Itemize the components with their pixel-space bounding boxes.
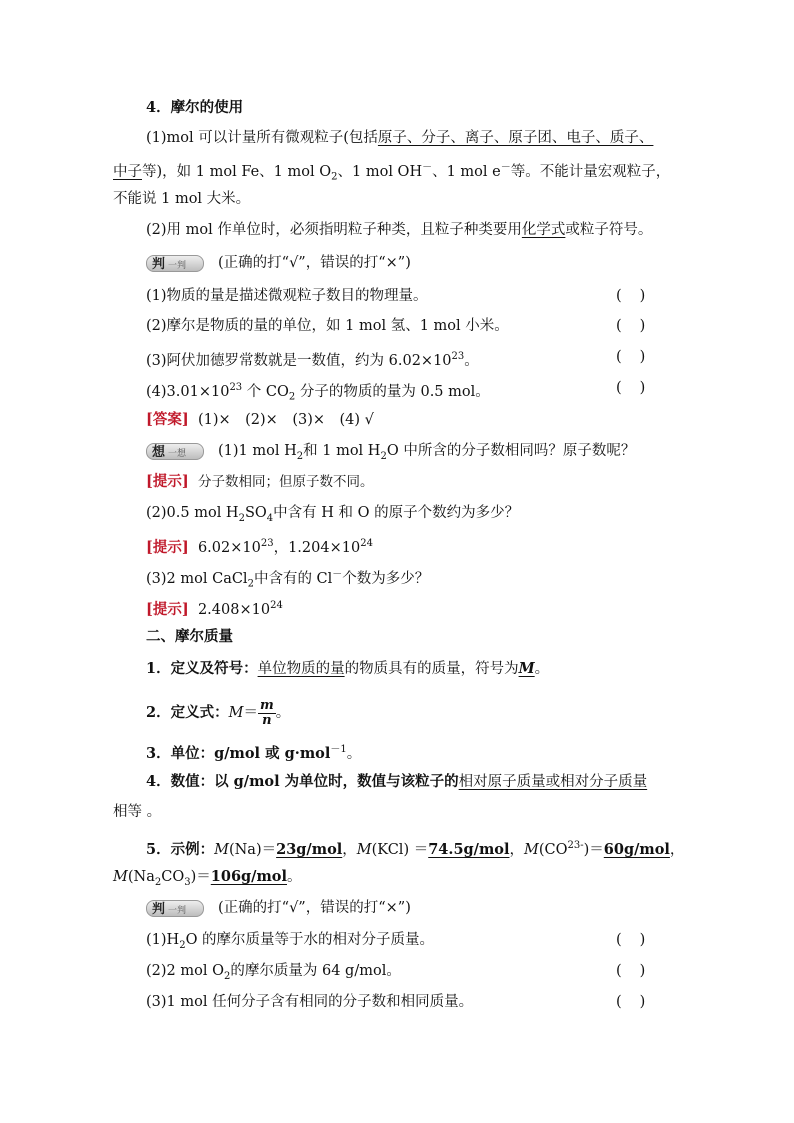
answer-paren: () [616,288,664,304]
definition-line: 5．示例：M(Na)＝23g/mol，M(KCl) ＝74.5g/mol，$M(CO^{23-})=60g$/mol， [146,840,685,858]
hint-label: [提示] [146,538,189,556]
answer-label: [答案] [146,411,189,428]
hint-line: [提示] $2.408\times 10^{24}$ [146,600,283,618]
paragraph-line: 中子等)，如 1 mol Fe、1 mol $O_2$、1 mol OH－、1 mol e－等。不能计量宏观粒子， [113,162,671,183]
hint-line: [提示] 分子数相同；但原子数不同。 [146,473,374,490]
section-title: 二、摩尔质量 [146,628,233,645]
underlined-answer: 相对原子质量或相对分子质量 [458,774,648,790]
definition-line: 1．定义及符号：单位物质的量的物质具有的质量，符号为M。 [146,660,550,677]
paragraph-line: (2)用 mol 作单位时，必须指明粒子种类，且粒子种类要用化学式或粒子符号。 [146,222,653,238]
underlined-answer: 单位物质的量 [257,661,345,677]
hint-label: [提示] [146,600,189,618]
question-item: (2)摩尔是物质的量的单位，如 1 mol 氢、1 mol 小米。 [146,318,509,334]
underlined-answer: 74.5g/mol [428,840,510,858]
instruction-text: (正确的打“√”，错误的打“×”) [218,255,411,271]
judge-badge-icon: 判 一判 [146,255,204,272]
instruction-text: (正确的打“√”，错误的打“×”) [218,900,411,916]
fraction: $\frac{m}{n}$ [259,697,274,728]
hint-label: [提示] [146,473,189,490]
definition-line: 4．数值：以 g/mol 为单位时，数值与该粒子的相对原子质量或相对分子质量 [146,773,648,790]
think-badge-icon: 想 一想 [146,443,204,460]
underlined-answer: 60g/mol [603,840,670,858]
paragraph-line: (1)mol 可以计量所有微观粒子(包括原子、分子、离子、原子团、电子、质子、 [146,130,654,146]
underlined-answer: 中子 [113,163,142,180]
paragraph-line: 不能说 1 mol 大米。 [113,191,251,207]
question-item: (2)0.5 mol $H_2SO_4$中含有 H 和 O 的原子个数约为多少？ [146,505,520,524]
question-item: (3)1 mol 任何分子含有相同的分子数和相同质量。 [146,994,474,1010]
answer-paren: () [616,994,664,1010]
question-item: (2)2 mol $O_2$的摩尔质量为 64 g/mol。 [146,963,401,982]
question-item: $(4)3.01\times 10^{23}$ 个 $CO_2$ 分子的物质的量为 0.5 mol。 [146,382,490,403]
definition-line: 相等 。 [113,804,162,820]
underlined-answer: 原子、分子、离子、原子团、电子、质子、 [377,130,654,146]
underlined-answer: 106g/mol [210,868,287,885]
definition-line: $M(Na_2CO_3)=106g$/mol。 [113,868,302,888]
hint-line: [提示] $6.02\times 10^{23}$，$1.204\times 10^{24}$ [146,538,373,556]
definition-line: 2．定义式：M＝ $\frac{m}{n}$ 。 [146,697,291,728]
answer-paren: () [616,932,664,948]
underlined-answer: 化学式 [521,222,566,238]
underlined-answer: 23g/mol [276,840,343,858]
answer-paren: () [616,963,664,979]
section-title: 4．摩尔的使用 [146,99,244,116]
judge-badge-icon: 判 一判 [146,900,204,917]
answer-paren: () [616,318,664,334]
answer-paren: () [616,349,664,365]
answer-line: [答案] (1)× (2)× (3)× (4) √ [146,411,374,428]
question-item: $(1)H_2O$ 的摩尔质量等于水的相对分子质量。 [146,932,435,951]
question-item: (1)物质的量是描述微观粒子数目的物理量。 [146,288,428,304]
question-item: (1)1 mol $H_2$和 1 mol $H_2O$ 中所含的分子数相同吗？原子数呢？ [218,443,636,462]
question-item: (3)阿伏加德罗常数就是一数值，约为 $6.02\times 10^{23}$。 [146,351,479,369]
definition-line: 3．单位：g/mol 或 g·mol$^{-1}$。 [146,744,362,762]
question-item: (3)2 mol CaCl$_2$中含有的 Cl－个数为多少？ [146,569,430,590]
answer-paren: () [616,380,664,396]
underlined-answer: M [518,660,535,677]
